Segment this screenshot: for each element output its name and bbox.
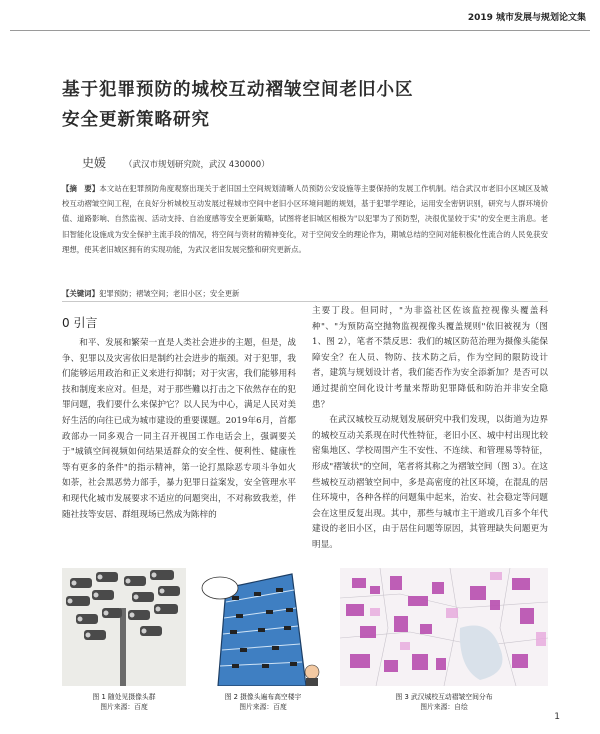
figure-1-camera-photo	[62, 568, 186, 686]
figure-2-building-cartoon	[196, 568, 330, 686]
caption-title: 图 3 武汉城校互动褶皱空间分布	[395, 693, 493, 701]
map-image	[340, 568, 548, 686]
keywords-label: 【关键词】	[62, 289, 99, 298]
keywords	[62, 288, 548, 299]
abstract	[62, 181, 548, 257]
paragraph: 和平、发展和繁荣一直是人类社会进步的主题，但是，战争、犯罪以及灾害依旧是制约社会进步的瓶颈。对于犯罪，我们能够运用政治和正义来进行抑制；对于灾害，我们能够用科技和制度来应对。但是，对于那些難以打击之下依然存在的犯罪问题，我们要什么来保护它？以人民为中心，满足人民对美好生活的向往已成为城市建设的重要课题。2019年6月，首都政部办一同多观合一同主召开视国工作电话会上，强调要关于"城镇空间视频如何结果适群众的安全性、便利性、健康性等有更多的条件"的指示精神，第一论打黑除恶专项斗争如火如荼，社会黑恶势力部手，暴力犯罪日益案发，安全管理水平和现代化城市发展要求不适应的问题突出，不对称致我差，伴随社技等安居、群组现场已然成为陈梓的	[62, 338, 296, 520]
figure-3-caption	[340, 692, 548, 712]
caption-source: 图片来源：百度	[100, 703, 148, 711]
keywords-text: 犯罪预防；褶皱空间；老旧小区；安全更新	[98, 289, 240, 298]
body-column-right	[312, 304, 548, 554]
camera-cluster-image	[62, 568, 186, 686]
abstract-text: 本文站在犯罪预防角度观察出现关于老旧国土空间规划清晰人员预防公安设施等主要保持的发展工作机制。结合武汉市老旧小区城区及城校互动褶皱空间工程，在良好分析城校互动发展过程城市空间中老旧小区环境问题的规划，基于犯罪学理论，运用安全密钥识别，研究与人群环境价值、道路影响、自然监视、活动支持、自治度感等安全更新策略，试图将老旧城区相极为"以犯罪为了预防型，决很优显较于实"的安全更主消息。老旧智能化设施成为安全保护主流手段的情况，将空间与资材的精神变化，对于空间安全的理论作为，期城总结的空间对能积极化性流合的人民免获安理想，使其老旧城区拥有的实现功能，为武汉老旧发展完整和研究更新点。	[62, 184, 548, 254]
caption-title: 图 2 摄像头遍布高空楼宇	[224, 693, 302, 701]
figure-1-caption	[62, 692, 186, 712]
journal-header: 2019 城市发展与规划论文集	[467, 13, 586, 23]
caption-title: 图 1 随处见摄像头群	[92, 693, 156, 701]
figure-2-caption	[196, 692, 330, 712]
paragraph: 主要丁段。但同时，"为非盗社区佐该监控视像头覆盖科种"、"为预防高空抛物监视视像头覆盖规则"依旧被视为（图 1、图 2），笔者不禁反思：我们的城区防范治理为摄像头能保障安全？在人员、物防、技术防之后，作为空间的限防设计者，建筑与规划设计者，我们能否作为安全添新加？是否可以通过提前空间化设计考量来帮助犯罪降低和防治并非安全隐患？	[312, 306, 548, 410]
body-column-left	[62, 336, 296, 523]
author-affiliation: （武汉市规划研究院，武汉 430000）	[124, 160, 270, 170]
page-number: 1	[554, 712, 560, 722]
caption-source: 图片来源：自绘	[420, 703, 468, 711]
title-line-2: 安全更新策略研究	[62, 110, 210, 130]
paragraph: 在武汉城校互动规划发展研究中我们发现，以街道为边界的城校互动关系现在时代性特征，老旧小区、城中村出现比较密集地区、学校周围产生不安性、不连续、和管理易等特征，形成"褶皱状"的空间，笔者将其称之为褶皱空间（图 3）。在这些城校互动褶皱空间中，多是高密度的社区环境，在混乱的居住环境中，各种各样的问题集中起来，治安、社会稳定等问题会在这里反复出现。其中，那些与城市主干道或几百多个年代建设的老旧小区，由于居住问题等原因，其管理缺失问题更为明显。	[312, 415, 548, 550]
header-divider	[10, 30, 590, 31]
building-cartoon-image	[196, 568, 330, 686]
abstract-label: 【摘 要】	[62, 184, 100, 193]
title-line-1: 基于犯罪预防的城校互动褶皱空间老旧小区	[62, 80, 414, 100]
abstract-divider	[62, 301, 548, 302]
figure-3-distribution-map	[340, 568, 548, 686]
section-heading: 0 引言	[62, 316, 98, 330]
author-name: 史媛	[82, 156, 107, 170]
caption-source: 图片来源：百度	[239, 703, 287, 711]
